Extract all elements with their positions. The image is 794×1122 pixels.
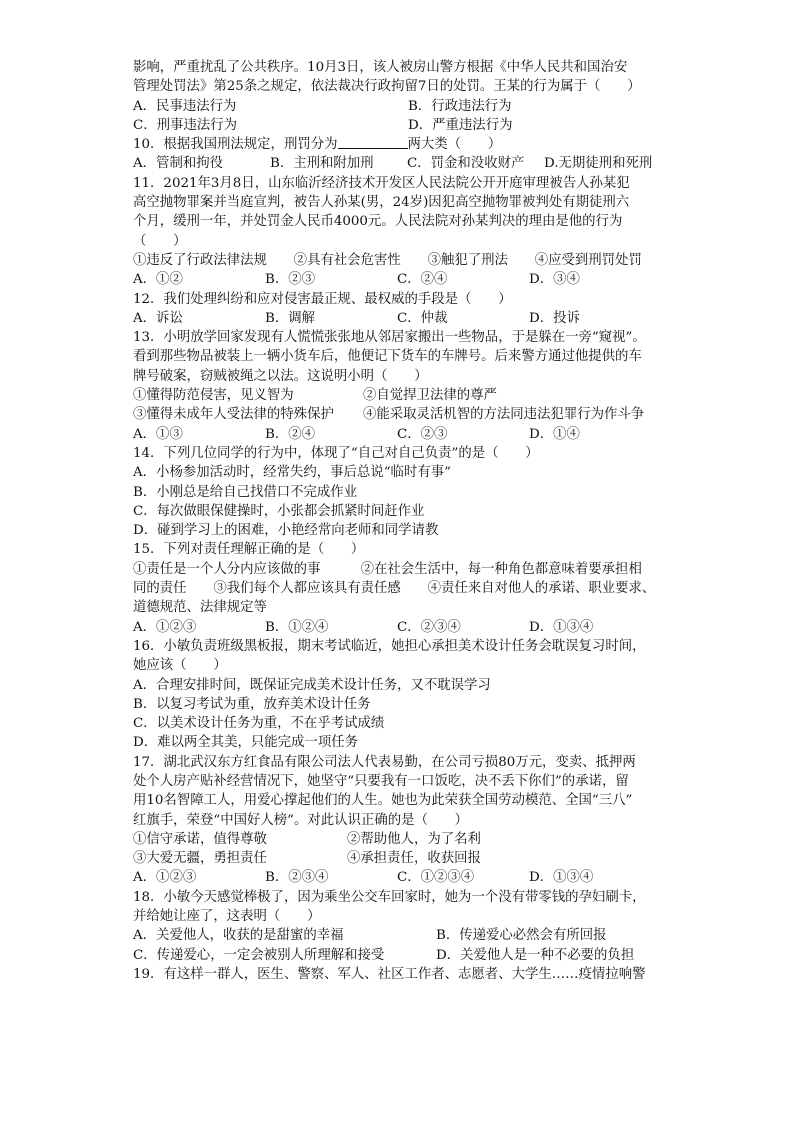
item-3: ③大爱无疆，勇担责任 [133,851,267,867]
text-line: （ ） [133,233,187,249]
options-row [133,425,661,444]
question-11-items: ①违反了行政法律法规 ②具有社会危害性 ③触犯了刑法 ④应受到刑罚处罚 [133,252,642,268]
option-d: D．严重违法行为 [408,117,513,133]
option-d: D．难以两全其美，只能完成一项任务 [133,735,358,751]
option-d: D．投诉 [529,310,580,326]
text-line: 处个人房产贴补经营情况下，她坚守“只要我有一口饭吃，决不丢下你们”的承诺，留 [133,773,629,789]
question-12-stem: 12．我们处理纠纷和应对侵害最正规、最权威的手段是（ ） [133,291,512,307]
question-11-stem: 11．2021年3月8日，山东临沂经济技术开发区人民法院公开开庭审理被告人孙某犯 [133,175,630,191]
options-row [133,309,661,328]
answer-blank [338,135,408,149]
option-b: B．行政违法行为 [408,98,512,114]
option-d: D.无期徒刑和死刑 [544,156,653,172]
question-13-stem: 13．小明放学回家发现有人慌慌张张地从邻居家搬出一些物品，于是躲在一旁“窥视”。 [133,330,646,346]
option-c: C．仲裁 [397,310,448,326]
options-row [133,116,661,135]
option-a: A．①②③ [133,619,197,635]
option-c: C．传递爱心，一定会被别人所理解和接受 [133,947,385,963]
options-row [133,868,661,887]
text-line: ①责任是一个人分内应该做的事 ②在社会生活中，每一种角色都意味着要承担相 [133,561,642,577]
question-16-stem: 16．小敏负责班级黑板报，期末考试临近，她担心承担美术设计任务会耽误复习时间， [133,638,646,654]
item-1: ①懂得防范侵害，见义智为 [133,388,294,404]
option-a: A．管制和拘役 [133,156,224,172]
stem-end: 两大类（ ） [407,137,502,153]
text-line: 红旗手，荣登“中国好人榜”。对此认识正确的是（ ） [133,812,469,828]
question-10-stem [133,135,661,154]
option-a: A．①③ [133,426,183,442]
text-line: 看到那些物品被装上一辆小货车后，他便记下货车的车牌号。后来警方通过他提供的车 [133,349,642,365]
option-a: A．①②③ [133,870,197,886]
option-d: D．①③④ [529,870,594,886]
option-b: B．小刚总是给自己找借口不完成作业 [133,484,358,500]
option-c: C．每次做眼保健操时，小张都会抓紧时间赶作业 [133,503,425,519]
option-a: A．诉讼 [133,310,183,326]
options-row [133,946,661,965]
text-line: 用10名智障工人，用爱心撑起他们的人生。她也为此荣获全国劳动模范、全国“三八” [133,793,633,809]
option-c: C．②④ [397,272,448,288]
items-row [133,830,661,849]
items-row [133,386,661,405]
option-c: C．②③ [397,426,448,442]
text-line: 牌号破案，窃贼被绳之以法。这说明小明（ ） [133,368,428,384]
option-b: B．调解 [265,310,316,326]
option-c: C．以美术设计任务为重，不在乎考试成绩 [133,716,385,732]
text-line: 影响，严重扰乱了公共秩序。10月3日，该人被房山警方根据《中华人民共和国治安 [133,60,628,75]
option-d: D．关爱他人是一种不必要的负担 [436,947,635,963]
option-c: C．刑事违法行为 [133,117,237,133]
item-1: ①信守承诺，值得尊敬 [133,831,267,847]
question-14-stem: 14．下列几位同学的行为中，体现了“自己对自己负责”的是（ ） [133,445,539,461]
option-c: C．罚金和没收财产 [407,156,525,172]
text-line: 管理处罚法》第25条之规定，依法裁决行政拘留7日的处罚。王某的行为属于（ ） [133,79,641,95]
option-b: B．②④ [265,426,316,442]
item-3: ③懂得未成年人受法律的特殊保护 [133,407,334,423]
option-d: D．①③④ [529,619,594,635]
option-b: B．②③ [265,272,316,288]
question-18-stem: 18．小敏今天感觉棒极了，因为乘坐公交车回家时，她为一个没有带零钱的孕妇刷卡， [133,889,646,905]
text-line: 高空抛物罪案并当庭宣判，被告人孙某(男，24岁)因犯高空抛物罪被判处有期徒刑六 [133,195,630,211]
item-4: ④承担责任，收获回报 [347,851,481,867]
option-a: A．①② [133,272,183,288]
text-line: 个月，缓刑一年，并处罚金人民币4000元。人民法院对孙某判决的理由是他的行为 [133,214,623,230]
option-a: A．关爱他人，收获的是甜蜜的幸福 [133,928,344,944]
text-line: 道德规范、法律规定等 [133,600,267,616]
question-15-stem: 15．下列对责任理解正确的是（ ） [133,542,365,558]
question-19-stem: 19．有这样一群人，医生、警察、军人、社区工作者、志愿者、大学生……疫情拉响警 [133,966,646,982]
text-line: 并给她让座了，这表明（ ） [133,909,321,925]
exam-page [133,58,661,984]
option-c: C．②③④ [397,619,461,635]
stem-start: 10．根据我国刑法规定，刑罚分为 [133,137,338,153]
options-row [133,154,661,173]
option-b: B．传递爱心必然会有所回报 [436,928,607,944]
options-row [133,618,661,637]
options-row [133,926,661,945]
item-4: ④能采取灵活机智的方法同违法犯罪行为作斗争 [363,407,645,423]
option-b: B．以复习考试为重，放弃美术设计任务 [133,696,371,712]
option-b: B．②③④ [265,870,329,886]
option-c: C．①②③④ [397,870,475,886]
item-2: ②自觉捍卫法律的尊严 [363,388,497,404]
options-row [133,270,661,289]
option-d: D．③④ [529,272,580,288]
option-a: A．合理安排时间，既保证完成美术设计任务，又不耽误学习 [133,677,491,693]
options-row [133,97,661,116]
text-line: 同的责任 ③我们每个人都应该具有责任感 ④责任来自对他人的承诺、职业要求、 [133,581,656,597]
option-a: A．民事违法行为 [133,98,237,114]
option-b: B．①②④ [265,619,329,635]
option-d: D．碰到学习上的困难，小艳经常向老师和同学请教 [133,523,439,539]
option-d: D．①④ [529,426,580,442]
question-17-stem: 17．湖北武汉东方红食品有限公司法人代表易勤，在公司亏损80万元，变卖、抵押两 [133,754,636,770]
items-row [133,405,661,424]
option-a: A．小杨参加活动时，经常失约，事后总说“临时有事” [133,465,451,481]
items-row [133,849,661,868]
item-2: ②帮助他人，为了名利 [347,831,481,847]
text-line: 她应该（ ） [133,658,227,674]
option-b: B．主刑和附加刑 [270,156,374,172]
